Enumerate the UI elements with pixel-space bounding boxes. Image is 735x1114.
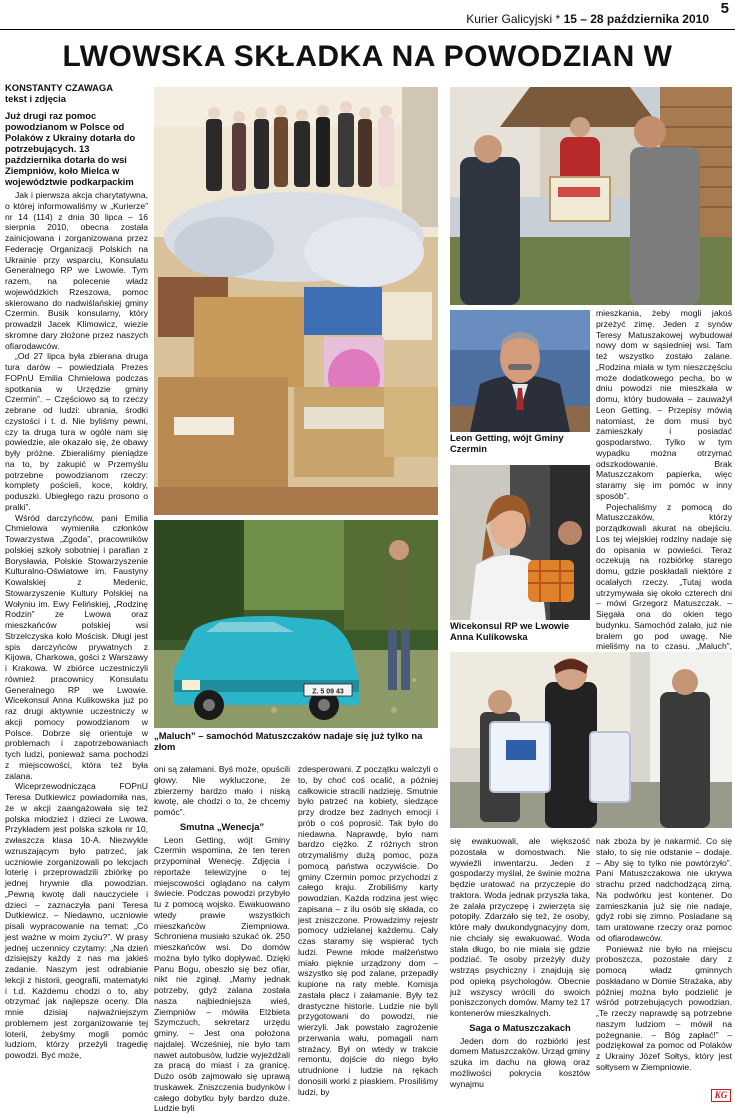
gifts-pile-image: [154, 87, 438, 515]
caption-kulikowska-text: Wicekonsul RP we Lwowie Anna Kulikowska: [450, 620, 569, 642]
photo-carrying-bags: [450, 652, 732, 828]
photo-gifts-pile: [154, 87, 438, 515]
article-lead: Już drugi raz pomoc powodzianom w Polsce od Polaków z Ukrainy dotarła do potrzebujących. 13 października dotarła do wsi Ziempniów, koło Mielca w województwie podkarpackim: [5, 110, 148, 187]
carrying-bags-image: [450, 652, 732, 828]
paragraph: Jak i pierwsza akcja charytatywna, o której informowaliśmy w „Kurierze” nr 14 (114) z dnia 30 lipca – 16 sierpnia 2010, obecna została zainicjowana i zorganizowana przez Federację Organizacji Polskich na Ukrainie przy wsparciu, Konsulatu Generalnego RP we Lwowie. Tym razem, na polecenie władz wojewódzkich Rzeszowa, pomoc skierowano do nadwiślańskiej gminy Czermin. Busik konsularny, który prowadził Jacek Klimowicz, wiezie skromne dary złożone przez naszych ofiarodawców.: [5, 190, 148, 351]
byline: [5, 82, 148, 104]
kg-logo: KG: [711, 1089, 731, 1102]
paragraph: Wiceprzewodnicząca FOPnU Teresa Dutkiewicz powiadomiła nas, że w akcji zaangażowała się też polska młodzież i dzieci ze Lwowa. Przykładem jest polska szkoła nr 10, zwłaszcza klasa 10-A. Niezwykle wzruszającym było patrzeć, jak uczniowie zorganizowali po lekcjach loterię i przeprowadzili zbiórkę po jednej hrywnie dla powodzian. „Pewną kwotę dali nauczyciele i dzieci – zaznaczyła pani Teresa Dutkiewicz. – Niedawno, uczniowie pisali wypracowanie na temat: „Co jest ważne w moim życiu?”. W prasy jednej uczennicy czytamy: „Na dzień dzisiejszy każdy z nas ma jakieś zadanie. Naszym jest odrabianie lekcji z historii, geografii, matematyki i t.d. Każdemu chodzi o to, aby otrzymać jak najlepsze oceny. Dla mnie dzisiaj najważniejszym problemem jest zorganizowanie tej loterii, żebyśmy mogli pomóc ludziom, którzy przeżyli tragedię powodzi. Być może,: [5, 781, 148, 1061]
column-3: [298, 764, 438, 1100]
article-headline: LWOWSKA SKŁADKA NA POWODZIAN W: [0, 33, 735, 81]
maluch-car-image: [154, 520, 438, 728]
photo-handing-box: [450, 87, 732, 305]
photo-anna-kulikowska: [450, 465, 590, 620]
caption-maluch-text: „Maluch” – samochód Matuszczaków nadaje się już tylko na złom: [154, 730, 422, 752]
paragraph: nak zboża by je nakarmić. Co się stało, to się nie odstanie – dodaje. – Aby się to tylko nie powtórzyło”. Pani Matuszczakowa nie ukrywa strachu przed nadchodzącą zimą. Na podwórku jest kontener. Do zamieszkania już się nie nadaje, gdyż robi się zimno. Posiadane są tam uratowane rzeczy oraz pomoc od ofiarodawców.: [596, 836, 732, 944]
photo-leon-getting: [450, 310, 590, 432]
photo-credit: tekst i zdjęcia: [5, 93, 148, 104]
caption-getting-text: Leon Getting, wójt Gminy Czermin: [450, 432, 564, 454]
car-plate-text: Z. 5 09 43: [312, 689, 344, 696]
paragraph: mieszkania, żeby mogli jakoś przeżyć zimę. Jeden z synów Teresy Matuszakowej wybudował nowy dom w sąsiedniej wsi. Tam też wszystko zostało zalane. „Rodzina miała w tym nieszczęściu może dodatkowego pecha, bo w dniu powodzi nie mieszkała w domu, który budowała – zauważył Leon Getting. – Przepisy mówią natomiast, że dom musi być zamieszkały i posiadać gospodarstwo. Tylko w tym wypadku można otrzymać odszkodowanie. Brak Matuszczakom papierka, więc staramy się im pomóc w inny sposób”.: [596, 308, 732, 502]
column-4: [450, 836, 590, 1100]
paragraph: zdesperowani. Z początku walczyli o to, by choć coś ocalić, a później całkowicie stracili nadzieję. Smutnie było patrzeć na kobiety, siedzące przy drodze bez żadnych emocji i prób o coś poprosić. Tak było do niedawna. Naprawdę, było nam bardzo ciężko. Z różnych stron otrzymaliśmy dużą pomoc, poza pomocą państwa oczywiście. Do gminy Czermin pomoc przychodzi z całego kraju. Zrobiliśmy karty powodzian. Każda rodzina jest więc zapisana – z ilu osób się składa, co jest zniszczone. Prowadzimy rejestr pomocy udzielanej każdemu. Cały czas staramy się wspierać tych ludzi. Pewne młode małżeństwo miało pięknie urządzony dom – wszystko się pod zalane, przepadły kupione na raty meble. Komisja zastała płacz i załamanie. Były też drastyczne historie. Ludzie nie byli przygotowani do powodzi, nie wierzyli. Jak powstało zagrożenie przerwania wału, pomagali nam strażacy. Był on wtedy w trakcie remontu, dojście do niego było utrudnione i ludzie na rękach donosili worki z piaskiem. Prosiliśmy ludzi, by: [298, 764, 438, 1097]
anna-kulikowska-image: [450, 465, 590, 620]
publication-name: Kurier Galicyjski: [466, 12, 552, 26]
subhead-smutna-wenecja: Smutna „Wenecja”: [154, 822, 290, 833]
header-separator: *: [552, 12, 563, 26]
author-name: KONSTANTY CZAWAGA: [5, 82, 148, 93]
handing-box-image: [450, 87, 732, 305]
caption-getting: [450, 432, 590, 458]
column-1: [5, 82, 148, 1100]
leon-getting-image: [450, 310, 590, 432]
paragraph: „Od 27 lipca była zbierana druga tura darów – powiedziała Prezes FOPnU Emilia Chmielowa podczas spotkania w Urzędzie gminy Czermin”. – Częściowo są to rzeczy zebrane od ludzi: ubrania, środki czystości i t. d. Nie byliśmy pewni, czy ta druga tura w ogóle nam się powiedzie, ale okazało się, że obawy były próżne. Zbieraliśmy pieniądze na to, by zakupić w Przemyślu potrzebne powodzianom rzeczy: komplety pościeli, koce, kołdry, poduszki. Ubiegłego razu prosono o pralki”.: [5, 351, 148, 512]
page-header: [0, 0, 735, 30]
column-5-top: [596, 308, 732, 650]
paragraph: oni są załamani. Byś może, opuścili głowy. Nie wykluczone, że zbierzemy bardzo mało i niską kwotę, ale chodzi o to, że chcemy pomóc”.: [154, 764, 290, 818]
subhead-saga-o-matuszczakach: Saga o Matuszczakach: [450, 1023, 590, 1034]
paragraph: się ewakuowali, ale większość pozostała w domostwach. Nie wywieźli inwentarzu. Jeden z gospodarzy myślał, że świnie można będzie uratować na przyczepie do traktora. Woda jednak przyszła taka, że zalała przyczepę i zwierzęta się potopiły. Zdarzało się też, że osoby, które mały dwukondygnacyjny dom, nie chciały się ewakuować. Woda stała długo, bo nie miała się gdzie podziać. Te osoby przeżyły duży wstrząs psychiczny i znajdują się pod opieką psychologów. Obecnie już wszyscy wrócili do swoich poniszczonych domów. Mamy też 17 kontenerów mieszkalnych.: [450, 836, 590, 1019]
paragraph: Pojechaliśmy z pomocą do Matuszczaków, którzy porządkowali akurat na obejściu. Los tej wiejskiej rodziny nadaje się do opisania w powieści. Teraz oczekują na rozbiórkę starego domu, gdzie poskładali niektóre z ocalałych rzeczy. „Tutaj woda utrzymywała się około czterech dni – mówi Grzegorz Matuszczak. – Sięgała ona do okien tego budynku. Samochód zalało, już nie bralem go pod uwagę. Nie mieliśmy na to czasu. „Maluch”,: [596, 502, 732, 706]
caption-maluch: [154, 730, 438, 756]
caption-kulikowska: [450, 620, 590, 646]
paragraph: Jeden dom do rozbiórki jest domem Matuszczaków. Urząd gminy szuka im dachu na głową oraz możliwości pokrycia kosztów wynajmu: [450, 1036, 590, 1090]
issue-dates: 15 – 28 października 2010: [564, 12, 709, 26]
header-rule: [0, 29, 735, 30]
paragraph: Wśród darczyńców, pani Emilia Chmielowa wymieniła członków Towarzystwa „Zgoda”, pracowników polskiej szkoły sobotniej i parafian z Borysławia, Polskie Stowarzyszenie Kulturalno-Oświatowe im. Faustyny Kowalskiej z Medenic, Stowarzyszenie Kultury Polskiej na Wołyniu im. Ewy Felińskiej, „Rodzinę Rodzin” ze Lwowa oraz mieszkańców polskiej wsi Strzelczyska koło Mościsk. Długi jest spis darczyńców prywatnych z Kijowa, Charkowa, gości z Warszawy i Krakowa. W zbiórce uczestniczyli również pracownicy Konsulatu Generalnego RP we Lwowie. Wicekonsul Anna Kulikowska już po raz drugi aktywnie uczestniczy w akcji pomocy powodzianom w Polsce. Dobrze się orientuje w problemach i zapotrzebowaniach tych ludzi, ponieważ sama pochodzi z miejscowości, która też była zalana.: [5, 513, 148, 782]
paragraph: Ponieważ nie było na miejscu proboszcza, pozostałe dary z pomocą władz gminnych poskładano w Domie Strażaka, aby później można było podzielić je wśród potrzebujących powodzian. „Te rzeczy naprawdę są potrzebne naszym ludziom – mówił na pożegnanie. – Bóg zapłać!” – podziękował za pomoc od Polaków z Ukrainy Józef Sołtys, który jest sołtysem w Ziempniowie.: [596, 944, 732, 1073]
column-2: [154, 764, 290, 1100]
paragraph: Leon Getting, wójt Gminy Czermin wspomina, że ten teren przypominał Wenecję. Zdjęcia i reportaże telewizyjne o tej miejscowości oglądano na całym świecie. Podczas powodzi przybyło tu z pomocą wojsko. Ewakuowano wtedy prawie wszystkich mieszkańców Ziempniowa. Schroniena musiało szukać ok. 250 mieszkańców wsi. Do domów można było tylko dopływać. Dzięki Panu Bogu, obeszło się bez ofiar, nikt nie zginął. „Mamy jednak potrzeby, gdyż zalana została nasza najbiedniejsza wieś, Ziempniów – mówiła Elżbieta Szymczuch, sekretarz urzędu gminy. – Jest ona położona najdalej. Wcześniej, nie było tam nawet autobusów, ludzie wyjeżdżali za pracą do miast i za granicę. Dużo osób zajmowało się uprawą truskawek. Zniszczenia budynków i całego dobytku były bardzo duże. Ludzie byli: [154, 835, 290, 1114]
page-number: 5: [721, 0, 729, 17]
column-5-bottom: [596, 836, 732, 1080]
running-head: [466, 12, 709, 26]
photo-maluch-car: [154, 520, 438, 728]
